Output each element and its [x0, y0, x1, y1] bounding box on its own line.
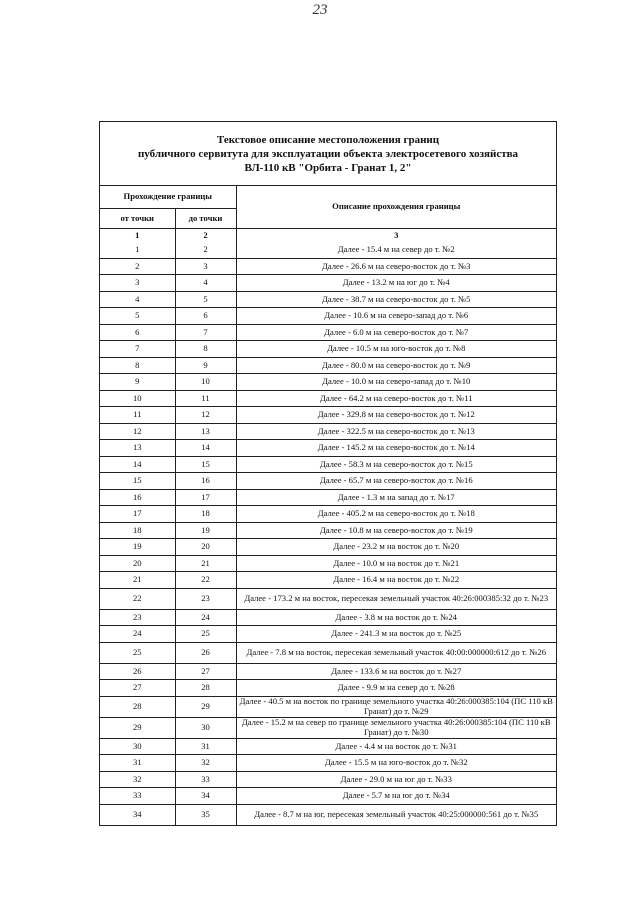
cell-to-point: 6	[175, 308, 236, 325]
table-row	[100, 588, 556, 609]
cell-description: Далее - 15.4 м на север до т. №2	[236, 242, 556, 258]
cell-from-point: 34	[100, 804, 175, 825]
table-body	[100, 242, 556, 825]
cell-from-point: 25	[100, 642, 175, 663]
table-row	[100, 572, 556, 589]
table-row	[100, 440, 556, 457]
table-row	[100, 291, 556, 308]
cell-from-point: 33	[100, 788, 175, 805]
cell-to-point: 12	[175, 407, 236, 424]
table-row	[100, 626, 556, 643]
table-row	[100, 242, 556, 258]
cell-description: Далее - 10.6 м на северо-запад до т. №6	[236, 308, 556, 325]
cell-from-point: 31	[100, 755, 175, 772]
table-row	[100, 663, 556, 680]
table-row	[100, 341, 556, 358]
table-row	[100, 717, 556, 738]
cell-description: Далее - 16.4 м на восток до т. №22	[236, 572, 556, 589]
cell-from-point: 6	[100, 324, 175, 341]
cell-to-point: 7	[175, 324, 236, 341]
cell-to-point: 4	[175, 275, 236, 292]
cell-description: Далее - 10.5 м на юго-восток до т. №8	[236, 341, 556, 358]
cell-description: Далее - 8.7 м на юг, пересекая земельный участок 40:25:000000:561 до т. №35	[236, 804, 556, 825]
cell-from-point: 11	[100, 407, 175, 424]
cell-description: Далее - 5.7 м на юг до т. №34	[236, 788, 556, 805]
column-number: 3	[236, 229, 556, 243]
table-row	[100, 609, 556, 626]
cell-description: Далее - 4.4 м на восток до т. №31	[236, 738, 556, 755]
table-row	[100, 788, 556, 805]
table-row	[100, 680, 556, 697]
cell-from-point: 1	[100, 242, 175, 258]
cell-to-point: 5	[175, 291, 236, 308]
cell-description: Далее - 1.3 м на запад до т. №17	[236, 489, 556, 506]
cell-to-point: 11	[175, 390, 236, 407]
cell-description: Далее - 329.8 м на северо-восток до т. №12	[236, 407, 556, 424]
cell-from-point: 19	[100, 539, 175, 556]
cell-to-point: 8	[175, 341, 236, 358]
column-number: 2	[175, 229, 236, 243]
table-row	[100, 456, 556, 473]
cell-description: Далее - 3.8 м на восток до т. №24	[236, 609, 556, 626]
cell-to-point: 30	[175, 717, 236, 738]
cell-description: Далее - 38.7 м на северо-восток до т. №5	[236, 291, 556, 308]
cell-to-point: 16	[175, 473, 236, 490]
cell-from-point: 18	[100, 522, 175, 539]
cell-description: Далее - 322.5 м на северо-восток до т. №13	[236, 423, 556, 440]
cell-description: Далее - 64.2 м на северо-восток до т. №11	[236, 390, 556, 407]
cell-description: Далее - 13.2 м на юг до т. №4	[236, 275, 556, 292]
cell-to-point: 22	[175, 572, 236, 589]
table-row	[100, 804, 556, 825]
cell-description: Далее - 29.0 м на юг до т. №33	[236, 771, 556, 788]
cell-to-point: 23	[175, 588, 236, 609]
cell-description: Далее - 133.6 м на восток до т. №27	[236, 663, 556, 680]
cell-to-point: 13	[175, 423, 236, 440]
cell-from-point: 12	[100, 423, 175, 440]
table-row	[100, 642, 556, 663]
cell-from-point: 7	[100, 341, 175, 358]
cell-description: Далее - 10.0 м на северо-запад до т. №10	[236, 374, 556, 391]
cell-from-point: 4	[100, 291, 175, 308]
cell-from-point: 32	[100, 771, 175, 788]
cell-to-point: 2	[175, 242, 236, 258]
cell-to-point: 17	[175, 489, 236, 506]
title-line: публичного сервитута для эксплуатации объекта электросетевого хозяйства	[137, 147, 519, 160]
title-line: ВЛ-110 кВ "Орбита - Гранат 1, 2"	[244, 161, 412, 174]
table-row	[100, 423, 556, 440]
cell-to-point: 18	[175, 506, 236, 523]
cell-to-point: 33	[175, 771, 236, 788]
cell-description: Далее - 15.2 м на север по границе земельного участка 40:26:000385:104 (ПС 110 кВ Гранат) до т. №30	[236, 717, 556, 738]
cell-description: Далее - 9.9 м на север до т. №28	[236, 680, 556, 697]
cell-to-point: 29	[175, 696, 236, 717]
header-from-point: от точки	[100, 209, 175, 229]
cell-from-point: 3	[100, 275, 175, 292]
cell-description: Далее - 65.7 м на северо-восток до т. №16	[236, 473, 556, 490]
cell-from-point: 10	[100, 390, 175, 407]
cell-to-point: 21	[175, 555, 236, 572]
table-row	[100, 696, 556, 717]
cell-from-point: 24	[100, 626, 175, 643]
cell-description: Далее - 10.0 м на восток до т. №21	[236, 555, 556, 572]
table-row	[100, 738, 556, 755]
table-row	[100, 324, 556, 341]
cell-from-point: 23	[100, 609, 175, 626]
cell-from-point: 30	[100, 738, 175, 755]
cell-to-point: 15	[175, 456, 236, 473]
cell-from-point: 8	[100, 357, 175, 374]
cell-description: Далее - 10.8 м на северо-восток до т. №19	[236, 522, 556, 539]
cell-description: Далее - 15.5 м на юго-восток до т. №32	[236, 755, 556, 772]
cell-from-point: 27	[100, 680, 175, 697]
table-row	[100, 357, 556, 374]
cell-description: Далее - 6.0 м на северо-восток до т. №7	[236, 324, 556, 341]
header-description: Описание прохождения границы	[236, 186, 556, 229]
cell-to-point: 28	[175, 680, 236, 697]
cell-from-point: 16	[100, 489, 175, 506]
cell-to-point: 32	[175, 755, 236, 772]
page-number: 23	[312, 2, 328, 18]
boundary-table	[100, 186, 556, 825]
header-to-point: до точки	[175, 209, 236, 229]
table-row	[100, 275, 556, 292]
cell-from-point: 20	[100, 555, 175, 572]
table-row	[100, 374, 556, 391]
table-row	[100, 506, 556, 523]
cell-from-point: 13	[100, 440, 175, 457]
title-line: Текстовое описание местоположения границ	[216, 133, 440, 146]
cell-description: Далее - 145.2 м на северо-восток до т. №14	[236, 440, 556, 457]
cell-description: Далее - 405.2 м на северо-восток до т. №18	[236, 506, 556, 523]
cell-from-point: 26	[100, 663, 175, 680]
cell-to-point: 24	[175, 609, 236, 626]
cell-description: Далее - 7.8 м на восток, пересекая земельный участок 40:00:000000:612 до т. №26	[236, 642, 556, 663]
cell-from-point: 21	[100, 572, 175, 589]
cell-description: Далее - 241.3 м на восток до т. №25	[236, 626, 556, 643]
table-row	[100, 522, 556, 539]
cell-to-point: 35	[175, 804, 236, 825]
cell-from-point: 5	[100, 308, 175, 325]
table-row	[100, 771, 556, 788]
cell-description: Далее - 80.0 м на северо-восток до т. №9	[236, 357, 556, 374]
table-row	[100, 473, 556, 490]
table-row	[100, 539, 556, 556]
cell-from-point: 28	[100, 696, 175, 717]
cell-to-point: 31	[175, 738, 236, 755]
cell-from-point: 14	[100, 456, 175, 473]
document-title	[100, 122, 556, 186]
cell-to-point: 34	[175, 788, 236, 805]
cell-description: Далее - 58.3 м на северо-восток до т. №15	[236, 456, 556, 473]
cell-to-point: 27	[175, 663, 236, 680]
table-row	[100, 308, 556, 325]
table-row	[100, 258, 556, 275]
cell-description: Далее - 26.6 м на северо-восток до т. №3	[236, 258, 556, 275]
table-row	[100, 755, 556, 772]
cell-to-point: 14	[175, 440, 236, 457]
header-passage: Прохождение границы	[100, 186, 236, 209]
cell-to-point: 25	[175, 626, 236, 643]
cell-from-point: 29	[100, 717, 175, 738]
cell-from-point: 17	[100, 506, 175, 523]
table-row	[100, 489, 556, 506]
cell-from-point: 2	[100, 258, 175, 275]
table-row	[100, 407, 556, 424]
table-row	[100, 555, 556, 572]
cell-description: Далее - 40.5 м на восток по границе земельного участка 40:26:000385:104 (ПС 110 кВ Гранат) до т. №29	[236, 696, 556, 717]
document-frame	[99, 121, 557, 826]
cell-to-point: 10	[175, 374, 236, 391]
cell-description: Далее - 173.2 м на восток, пересекая земельный участок 40:26:000385:32 до т. №23	[236, 588, 556, 609]
cell-to-point: 20	[175, 539, 236, 556]
cell-from-point: 15	[100, 473, 175, 490]
cell-to-point: 9	[175, 357, 236, 374]
cell-to-point: 19	[175, 522, 236, 539]
cell-description: Далее - 23.2 м на восток до т. №20	[236, 539, 556, 556]
cell-to-point: 26	[175, 642, 236, 663]
column-number: 1	[100, 229, 175, 243]
cell-from-point: 9	[100, 374, 175, 391]
cell-from-point: 22	[100, 588, 175, 609]
table-row	[100, 390, 556, 407]
cell-to-point: 3	[175, 258, 236, 275]
